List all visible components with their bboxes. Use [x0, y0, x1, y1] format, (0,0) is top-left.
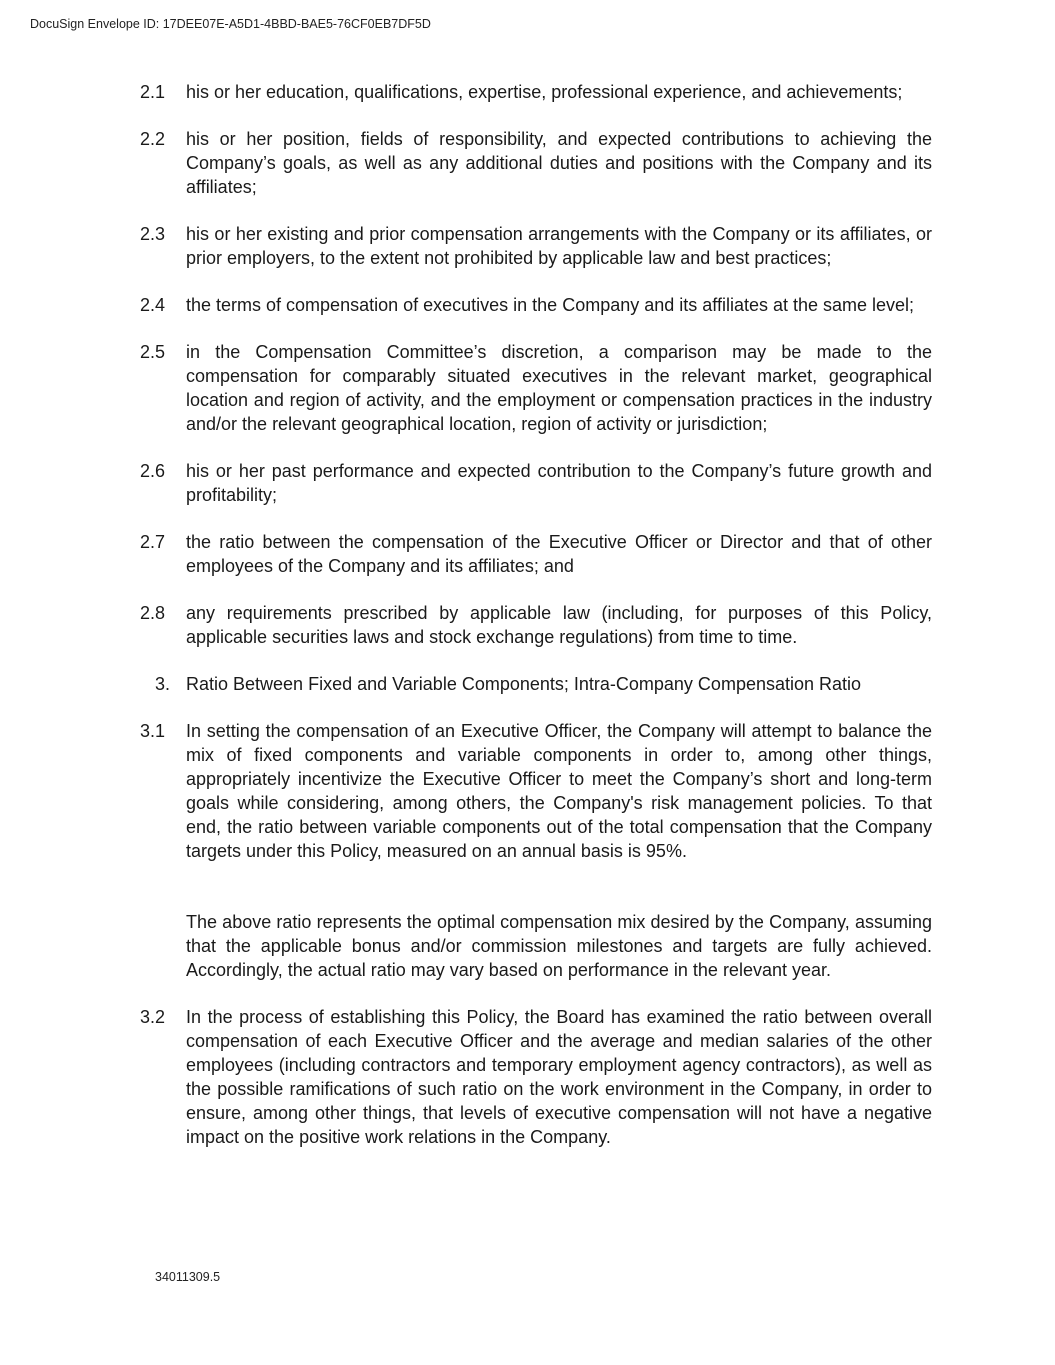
section-title: Ratio Between Fixed and Variable Components; Intra-Company Compensation Ratio — [186, 674, 862, 694]
item-text: his or her education, qualifications, expertise, professional experience, and achievements; — [186, 82, 903, 102]
list-item — [140, 719, 932, 863]
list-item — [140, 222, 932, 270]
item-number: 2.8 — [140, 603, 166, 623]
section-heading — [140, 672, 932, 696]
section-number: 3. — [155, 674, 171, 694]
item-number: 2.1 — [140, 82, 166, 102]
paragraph — [140, 910, 932, 982]
item-number: 2.4 — [140, 295, 166, 315]
item-number: 2.3 — [140, 224, 166, 244]
item-text: in the Compensation Committee’s discretion, a comparison may be made to the compensation for comparably situated executives in the relevant market, geographical location and region of activity, and the employment or compensation practices in the industry and/or the relevant geographical location, region of activity or jurisdiction; — [186, 342, 932, 434]
list-item — [140, 80, 932, 104]
envelope-id: DocuSign Envelope ID: 17DEE07E-A5D1-4BBD-BAE5-76CF0EB7DF5D — [30, 17, 431, 31]
item-text: his or her position, fields of responsibility, and expected contributions to achieving the Company’s goals, as well as any additional duties and positions with the Company and its affiliates; — [186, 129, 932, 197]
list-item — [140, 1005, 932, 1149]
list-item — [140, 601, 932, 649]
list-item — [140, 459, 932, 507]
item-number: 3.2 — [140, 1007, 166, 1027]
item-text: In setting the compensation of an Executive Officer, the Company will attempt to balance the mix of fixed components and variable components in order to, among other things, appropriately incentivize the Executive Officer to meet the Company’s short and long-term goals while considering, among others, the Company's risk management policies. To that end, the ratio between variable components out of the total compensation that the Company targets under this Policy, measured on an annual basis is 95%. — [186, 721, 932, 861]
item-text: In the process of establishing this Policy, the Board has examined the ratio between overall compensation of each Executive Officer and the average and median salaries of the other employees (including contractors and temporary employment agency contractors), as well as the possible ramifications of such ratio on the work environment in the Company, in order to ensure, among other things, that levels of executive compensation will not have a negative impact on the positive work relations in the Company. — [186, 1007, 932, 1147]
item-number: 2.7 — [140, 532, 166, 552]
list-item — [140, 530, 932, 578]
item-text: any requirements prescribed by applicable law (including, for purposes of this Policy, applicable securities laws and stock exchange regulations) from time to time. — [186, 603, 932, 647]
policy-items — [140, 80, 932, 1149]
item-number: 2.6 — [140, 461, 166, 481]
item-text: his or her existing and prior compensation arrangements with the Company or its affiliates, or prior employers, to the extent not prohibited by applicable law and best practices; — [186, 224, 932, 268]
item-text: his or her past performance and expected contribution to the Company’s future growth and profitability; — [186, 461, 932, 505]
list-item — [140, 293, 932, 317]
list-item — [140, 127, 932, 199]
item-text: the ratio between the compensation of the Executive Officer or Director and that of other employees of the Company and its affiliates; and — [186, 532, 932, 576]
item-number: 2.2 — [140, 129, 166, 149]
item-number: 2.5 — [140, 342, 166, 362]
item-text: the terms of compensation of executives in the Company and its affiliates at the same level; — [186, 295, 915, 315]
paragraph-text: The above ratio represents the optimal compensation mix desired by the Company, assuming that the applicable bonus and/or commission milestones and targets are fully achieved. Accordingly, the actual ratio may vary based on performance in the relevant year. — [186, 912, 932, 980]
item-number: 3.1 — [140, 721, 166, 741]
document-number: 34011309.5 — [155, 1270, 221, 1284]
list-item — [140, 340, 932, 436]
